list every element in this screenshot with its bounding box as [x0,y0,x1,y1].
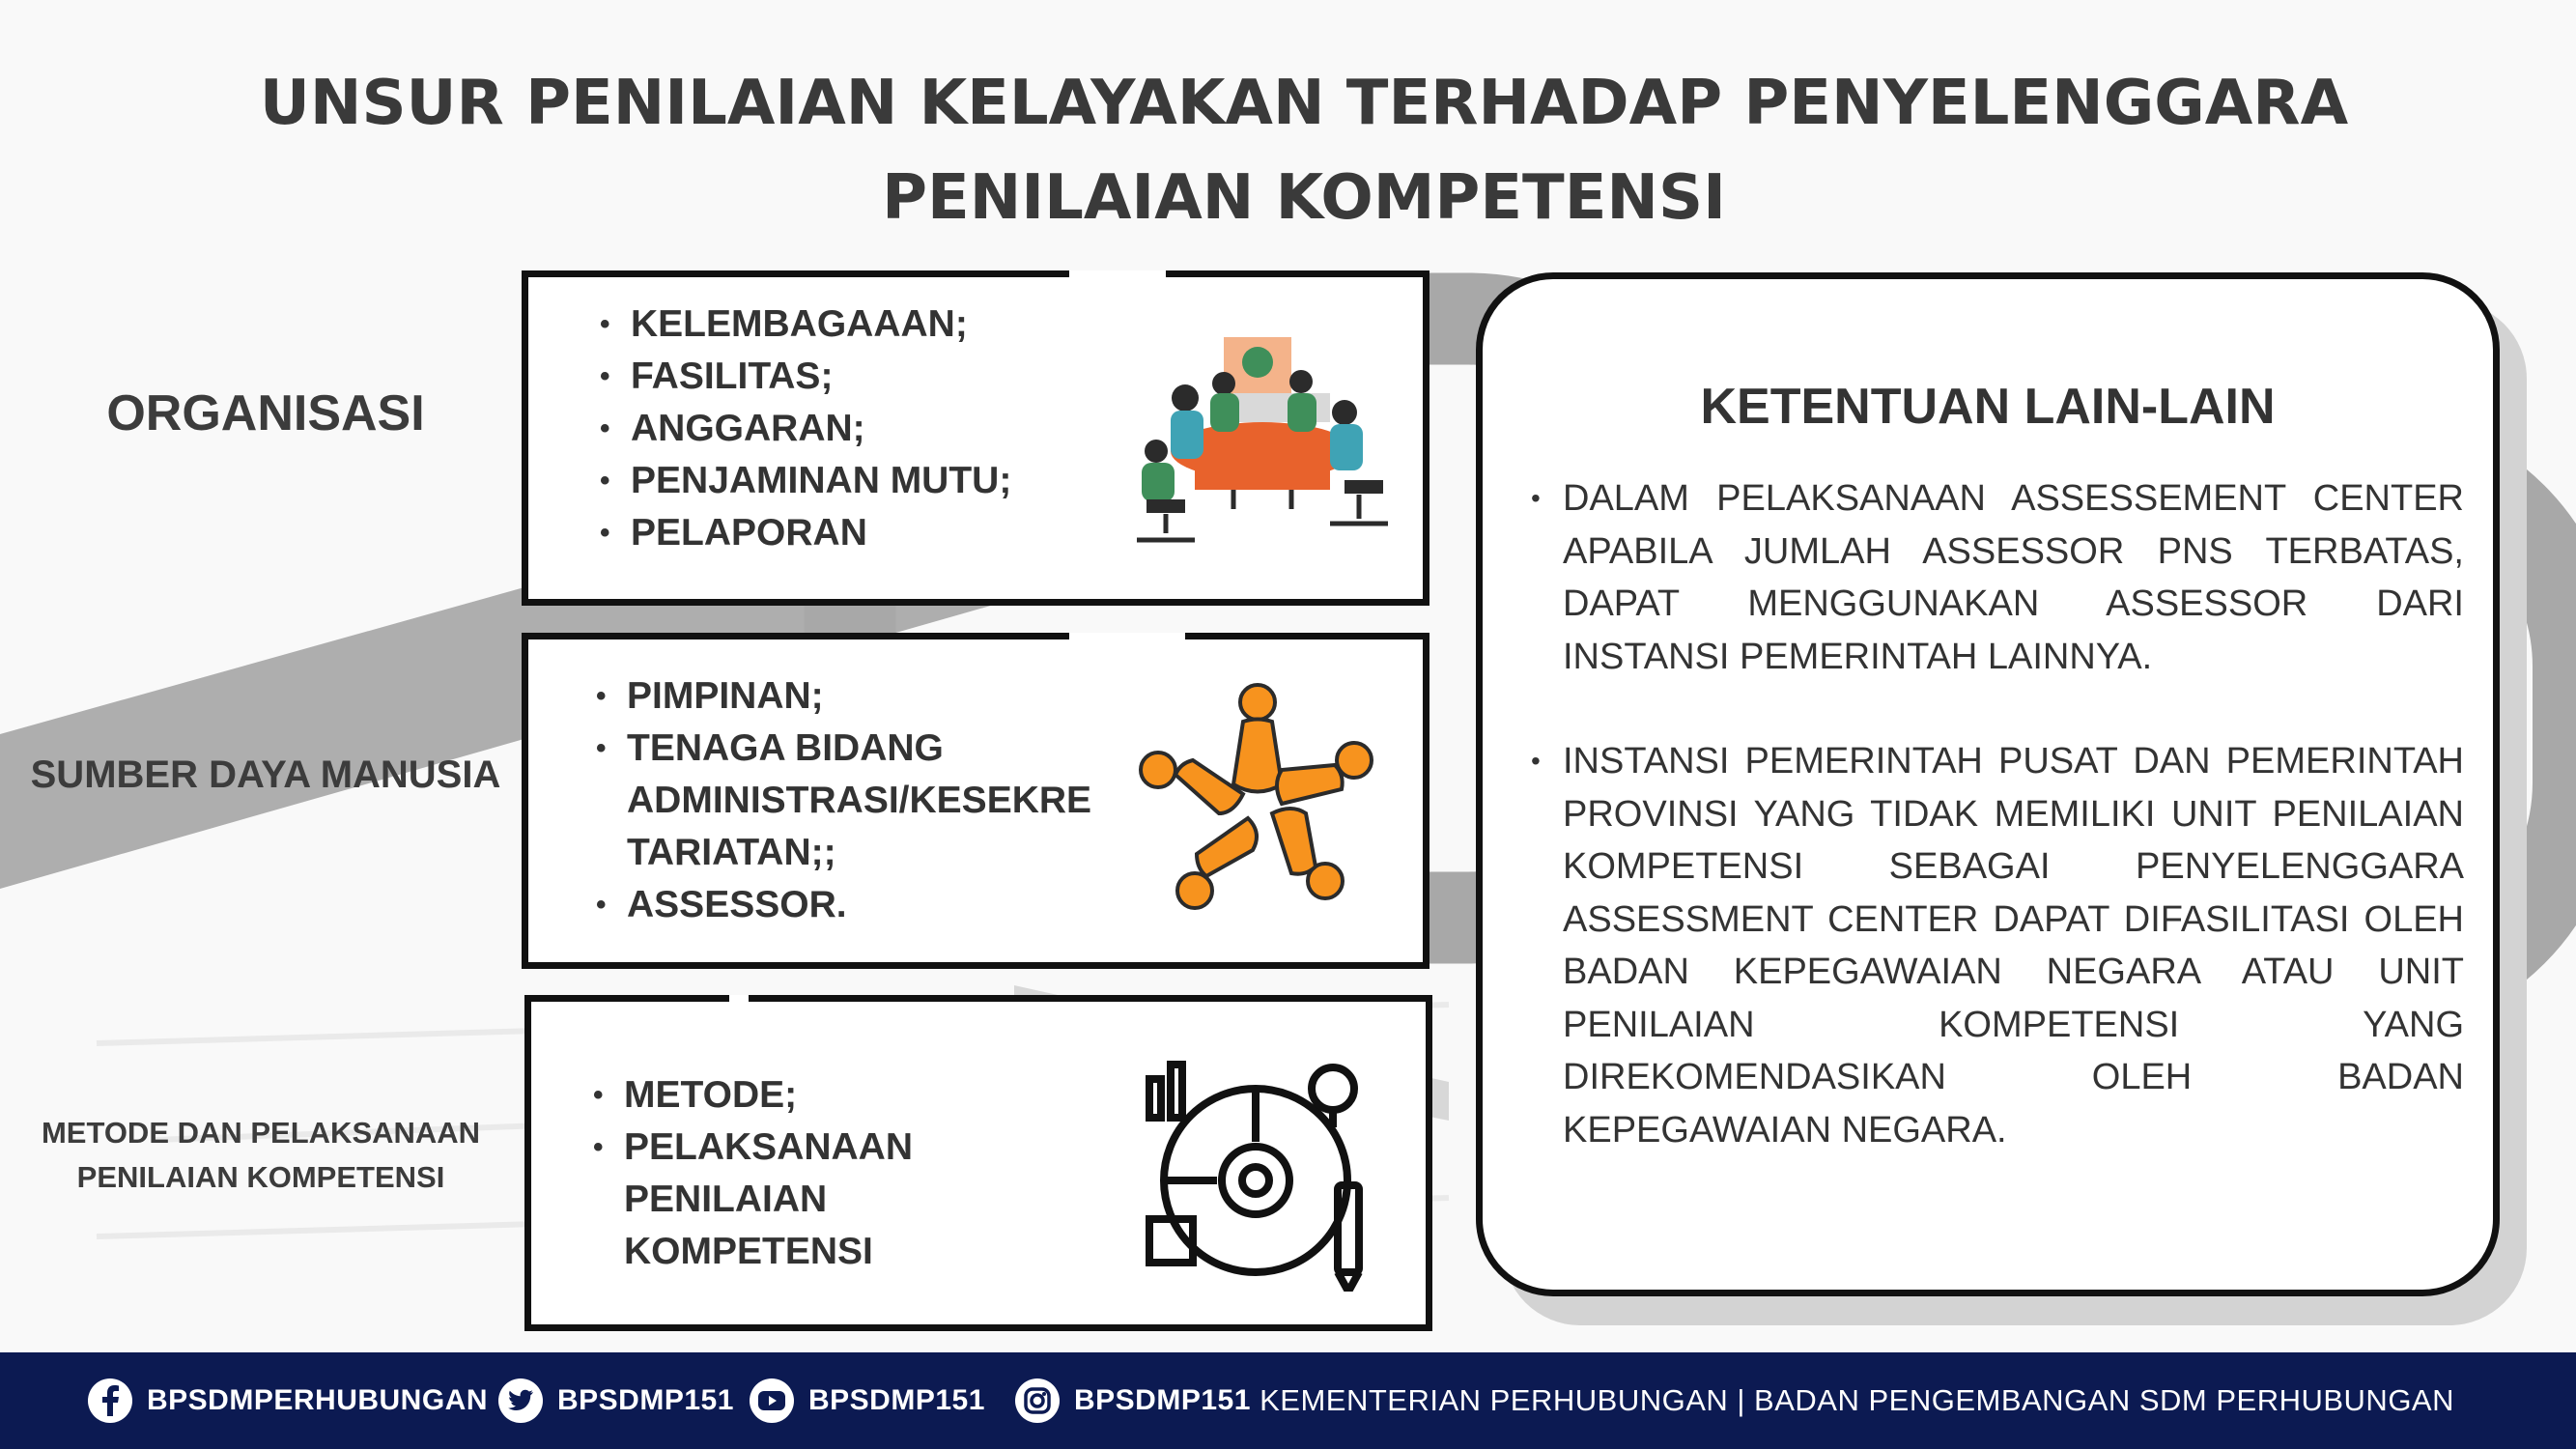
organisasi-box [522,270,1430,606]
footer-organization: KEMENTERIAN PERHUBUNGAN | BADAN PENGEMBANGAN SDM PERHUBUNGAN [1260,1383,2454,1417]
metode-box [524,995,1432,1331]
list-item: • ASSESSOR. [594,879,1096,931]
list-item: • DALAM PELAKSANAAN ASSESSEMENT CENTER APABILA JUMLAH ASSESSOR PNS TERBATAS, DAPAT MENGGUNAKAN ASSESSOR DARI INSTANSI PEMERINTAH LAINNYA. [1531,472,2464,683]
list-item: • PELAPORAN [598,507,1011,559]
section-label-sdm: SUMBER DAYA MANUSIA [30,753,501,796]
list-item: • METODE; [591,1069,939,1122]
sdm-list [594,670,1096,931]
list-item: • KELEMBAGAAAN; [598,298,1011,351]
team-meeting-icon [1127,326,1398,557]
ketentuan-list [1531,472,2464,1208]
section-label-metode: METODE DAN PELAKSANAAN PENILAIAN KOMPETENSI [41,1116,481,1194]
instagram-link[interactable] [1014,1352,1251,1449]
facebook-icon [87,1378,133,1424]
strategy-gear-icon [1140,1060,1381,1292]
youtube-link[interactable] [749,1352,985,1449]
list-item: • PELAKSANAAN PENILAIAN KOMPETENSI [591,1122,939,1278]
list-item: • FASILITAS; [598,351,1011,403]
organisasi-list [598,298,1011,559]
list-item: • TENAGA BIDANG ADMINISTRASI/KESEKRE TARIATAN;; [594,723,1096,879]
list-item: • PENJAMINAN MUTU; [598,455,1011,507]
metode-list [591,1069,939,1278]
youtube-handle: BPSDMP151 [808,1384,985,1416]
sdm-box [522,633,1430,969]
twitter-icon [497,1378,544,1424]
youtube-icon [749,1378,795,1424]
facebook-link[interactable] [87,1352,488,1449]
page-title: UNSUR PENILAIAN KELAYAKAN TERHADAP PENYELENGGARA PENILAIAN KOMPETENSI [259,68,2349,234]
ketentuan-panel [1476,272,2500,1296]
list-item: • ANGGARAN; [598,403,1011,455]
facebook-handle: BPSDMPERHUBUNGAN [147,1384,489,1416]
list-item: • INSTANSI PEMERINTAH PUSAT DAN PEMERINTAH PROVINSI YANG TIDAK MEMILIKI UNIT PENILAIAN KOMPETENSI SEBAGAI PENYELENGGARA ASSESSMENT CENTER DAPAT DIFASILITASI OLEH BADAN KEPEGAWAIAN NEGARA ATAU UNIT PENILAIAN KOMPETENSI YANG DIREKOMENDASIKAN OLEH BADAN KEPEGAWAIAN NEGARA. [1531,735,2464,1156]
instagram-handle: BPSDMP151 [1074,1384,1251,1416]
list-item: • PIMPINAN; [594,670,1096,723]
teamwork-people-icon [1137,678,1378,920]
footer-bar [0,1352,2576,1449]
panel-title: KETENTUAN LAIN-LAIN [1700,379,2276,435]
twitter-handle: BPSDMP151 [557,1384,734,1416]
instagram-icon [1014,1378,1061,1424]
section-label-organisasi: ORGANISASI [106,385,425,441]
twitter-link[interactable] [497,1352,734,1449]
